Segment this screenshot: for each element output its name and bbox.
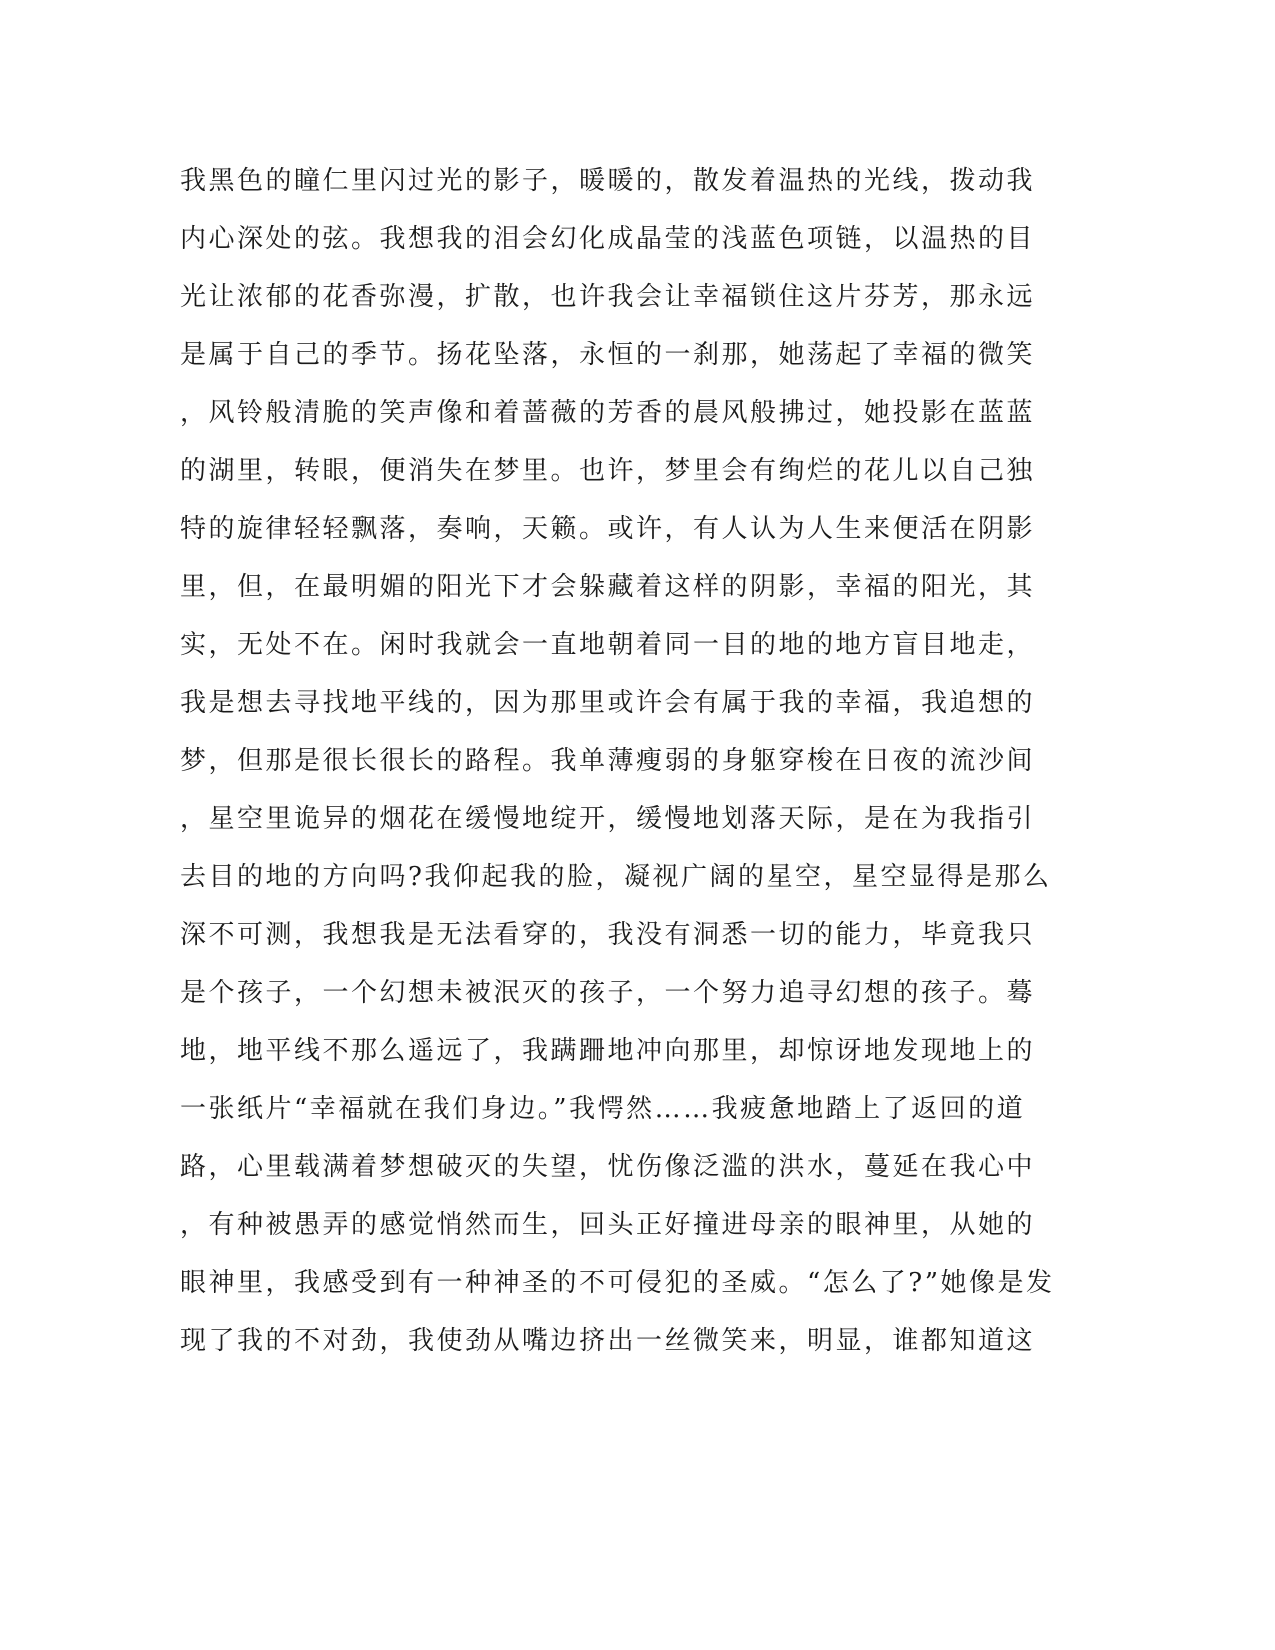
text-line: 深不可测，我想我是无法看穿的，我没有洞悉一切的能力，毕竟我只 — [180, 920, 1036, 950]
text-line: 里，但，在最明媚的阳光下才会躲藏着这样的阴影，幸福的阳光，其 — [180, 572, 1036, 602]
text-line: 特的旋律轻轻飘落，奏响，天籁。或许，有人认为人生来便活在阴影 — [180, 514, 1036, 544]
text-line: 光让浓郁的花香弥漫，扩散，也许我会让幸福锁住这片芬芳，那永远 — [180, 282, 1036, 312]
text-line: 路，心里载满着梦想破灭的失望，忧伤像泛滥的洪水，蔓延在我心中 — [180, 1152, 1036, 1182]
text-line: 一张纸片“幸福就在我们身边。”我愕然……我疲惫地踏上了返回的道 — [180, 1094, 1026, 1124]
text-line: 实，无处不在。闲时我就会一直地朝着同一目的地的地方盲目地走， — [180, 630, 1036, 660]
text-line: 内心深处的弦。我想我的泪会幻化成晶莹的浅蓝色项链，以温热的目 — [180, 224, 1036, 254]
text-line: 眼神里，我感受到有一种神圣的不可侵犯的圣威。“怎么了?”她像是发 — [180, 1268, 1055, 1298]
text-line: 现了我的不对劲，我使劲从嘴边挤出一丝微笑来，明显，谁都知道这 — [180, 1326, 1036, 1356]
text-line: 的湖里，转眼，便消失在梦里。也许，梦里会有绚烂的花儿以自己独 — [180, 456, 1036, 486]
text-line: ，有种被愚弄的感觉悄然而生，回头正好撞进母亲的眼神里，从她的 — [180, 1210, 1036, 1240]
text-line: 我黑色的瞳仁里闪过光的影子，暖暖的，散发着温热的光线，拨动我 — [180, 166, 1036, 196]
text-line: 是属于自己的季节。扬花坠落，永恒的一刹那，她荡起了幸福的微笑 — [180, 340, 1036, 370]
text-line: 是个孩子，一个幻想未被泯灭的孩子，一个努力追寻幻想的孩子。蓦 — [180, 978, 1036, 1008]
text-line: ，风铃般清脆的笑声像和着蔷薇的芳香的晨风般拂过，她投影在蓝蓝 — [180, 398, 1036, 428]
text-line: ，星空里诡异的烟花在缓慢地绽开，缓慢地划落天际，是在为我指引 — [180, 804, 1036, 834]
text-line: 梦，但那是很长很长的路程。我单薄瘦弱的身躯穿梭在日夜的流沙间 — [180, 746, 1036, 776]
text-line: 去目的地的方向吗?我仰起我的脸，凝视广阔的星空，星空显得是那么 — [180, 862, 1052, 892]
body-text — [180, 158, 1100, 1376]
text-line: 我是想去寻找地平线的，因为那里或许会有属于我的幸福，我追想的 — [180, 688, 1036, 718]
text-line: 地，地平线不那么遥远了，我蹒跚地冲向那里，却惊讶地发现地上的 — [180, 1036, 1036, 1066]
